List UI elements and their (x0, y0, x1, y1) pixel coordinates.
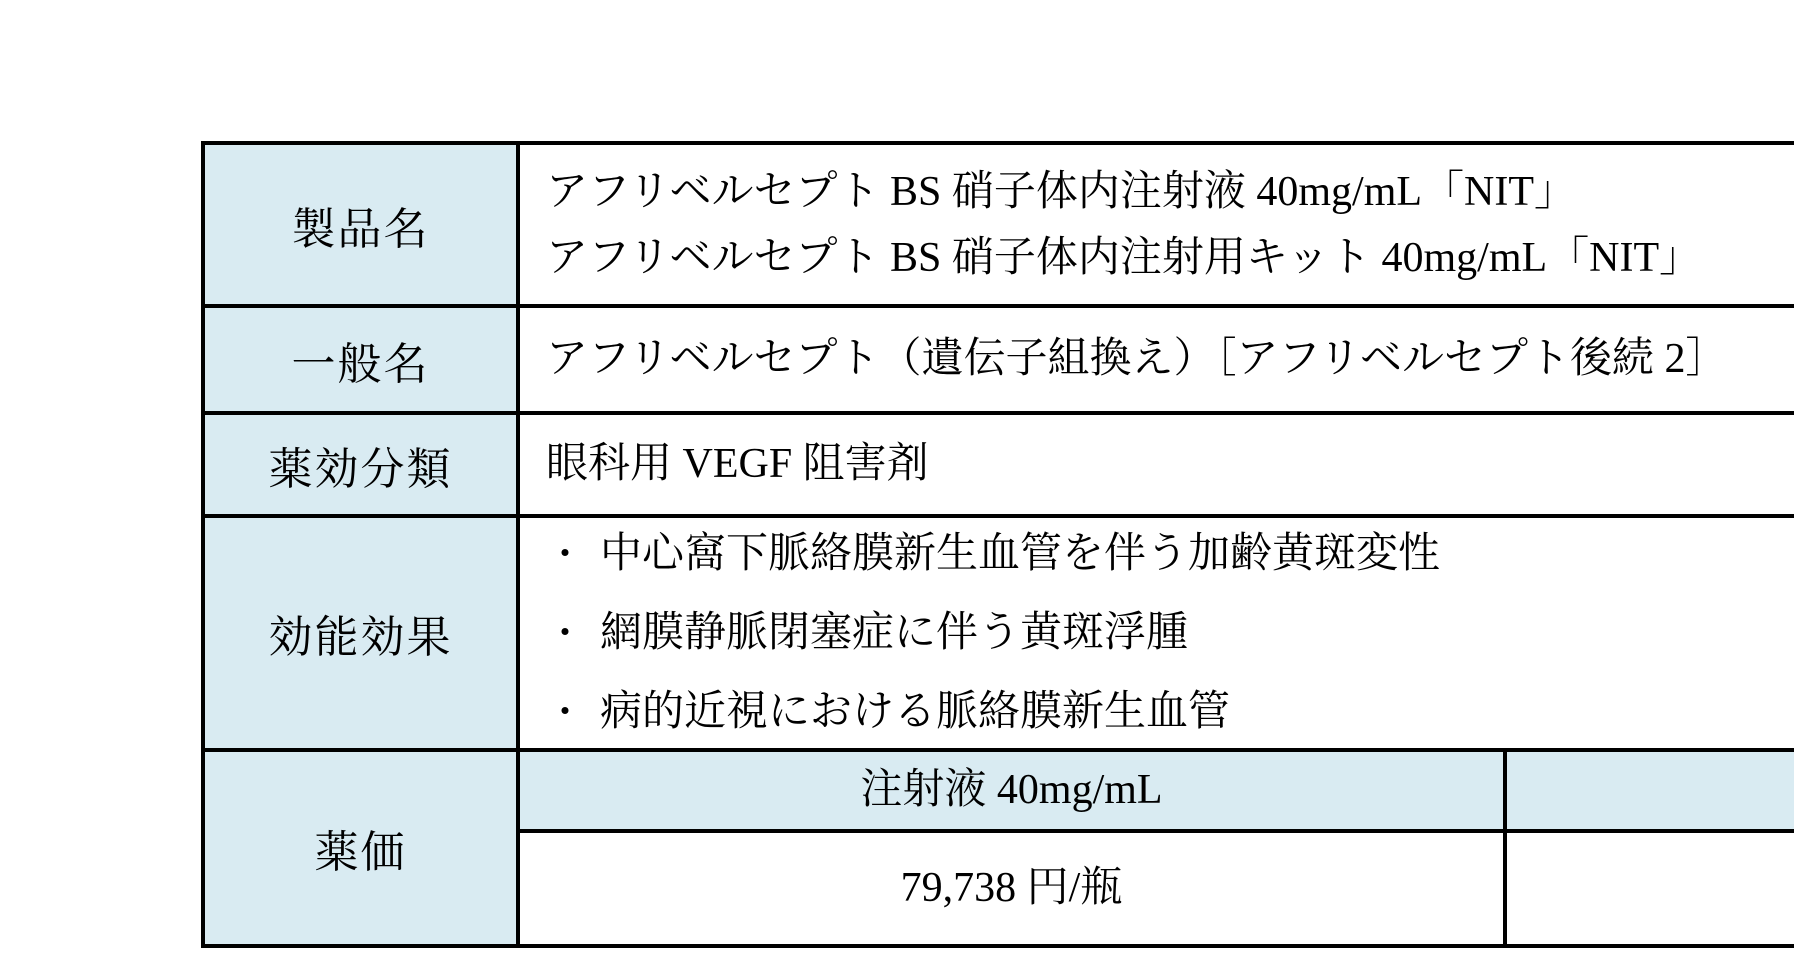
product-name-line-2: アフリベルセプト BS 硝子体内注射用キット 40mg/mL「NIT」 (546, 234, 1702, 281)
table-row-price (205, 752, 1794, 948)
generic-name-cell: アフリベルセプト（遺伝子組換え）［アフリベルセプト後続 2］ (546, 335, 1728, 382)
table-row-indications (205, 518, 1794, 752)
price-column-header: 注射液 40mg/mL (520, 752, 1503, 833)
indication-item (546, 515, 1794, 594)
price-column-kit-clipped (1507, 752, 1794, 944)
indication-item (546, 673, 1794, 752)
indication-text-2: 網膜静脈閉塞症に伴う黄斑浮腫 (600, 609, 1189, 656)
price-value: 79,738 円/瓶 (900, 864, 1123, 911)
bullet-icon: ・ (546, 533, 585, 576)
row-header-generic-name: 一般名 (205, 308, 520, 411)
row-header-price: 薬価 (205, 752, 520, 944)
table-row-product-name (205, 145, 1794, 308)
indication-text-1: 中心窩下脈絡膜新生血管を伴う加齢黄斑変性 (600, 530, 1441, 577)
row-header-drug-class: 薬効分類 (205, 415, 520, 514)
indication-text-3: 病的近視における脈絡膜新生血管 (600, 688, 1231, 735)
price-value (1507, 833, 1794, 944)
bullet-icon: ・ (546, 612, 585, 655)
price-column-injection (520, 752, 1507, 944)
price-subtable (520, 752, 1794, 944)
table-row-drug-class (205, 415, 1794, 518)
indication-item (546, 594, 1794, 673)
drug-class-cell: 眼科用 VEGF 阻害剤 (546, 440, 929, 487)
price-column-header (1507, 752, 1794, 833)
row-header-product-name: 製品名 (205, 145, 520, 304)
product-name-cell (520, 145, 1794, 304)
table-row-generic-name (205, 308, 1794, 415)
product-name-line-1: アフリベルセプト BS 硝子体内注射液 40mg/mL「NIT」 (546, 168, 1576, 215)
drug-info-table (201, 141, 1794, 948)
bullet-icon: ・ (546, 691, 585, 734)
price-cell (520, 752, 1794, 944)
row-header-indications: 効能効果 (205, 518, 520, 748)
indications-cell (520, 518, 1794, 748)
